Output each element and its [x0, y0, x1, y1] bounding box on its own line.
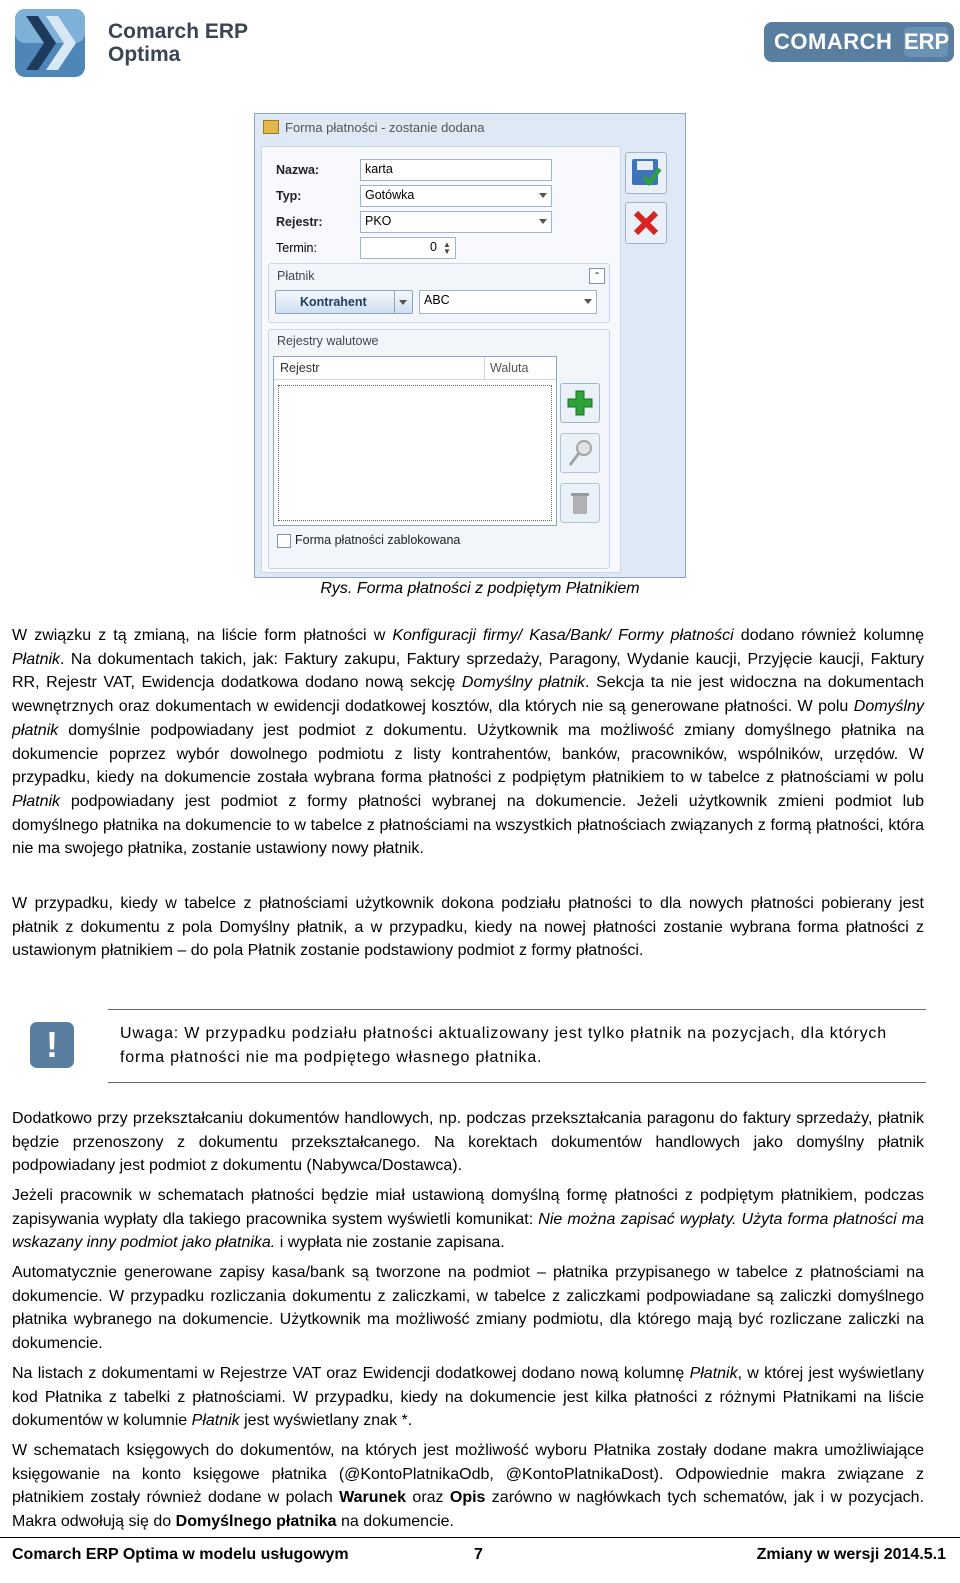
payer-section-title: Płatnik: [277, 269, 315, 283]
comarch-erp-optima-logo-icon: [14, 8, 86, 78]
split-divider: [394, 291, 395, 313]
figure-caption: Rys. Forma płatności z podpiętym Płatnikiem: [320, 580, 640, 597]
spinner-arrows-icon[interactable]: ▲ ▼: [443, 240, 451, 256]
add-button[interactable]: [560, 383, 600, 423]
payment-form-dialog: [254, 113, 686, 578]
note-text: Uwaga: W przypadku podziału płatności aktualizowany jest tylko płatnik na pozycjach, dla których forma płatności nie ma podpiętego własnego płatnika.: [120, 1025, 887, 1066]
paragraph-1: [12, 624, 924, 861]
paragraph-2: W przypadku, kiedy w tabelce z płatnościami użytkownik dokona podziału płatności to dla nowych płatności pobierany jest płatnik z dokumentu z pola Domyślny płatnik, a w przypadku, kiedy na nowej płatności zostanie wybrana forma płatności z ustawionym płatnikiem – do pola Płatnik zostanie podstawiony podmiot z formy płatności.: [12, 895, 924, 960]
payer-type-label: Kontrahent: [300, 295, 367, 309]
logo-main-text: COMARCH: [774, 29, 893, 54]
register-value: PKO: [365, 214, 392, 228]
p7-term-condition: Warunek: [339, 1489, 407, 1507]
blocked-label: Forma płatności zablokowana: [295, 533, 461, 547]
table-body: [278, 385, 552, 521]
registers-table: [273, 356, 557, 526]
register-label: Rejestr:: [276, 215, 323, 229]
payer-select[interactable]: [419, 290, 597, 314]
currency-registers-section: [268, 329, 610, 569]
p1-text: . Na dokumentach takich, jak: Faktury zakupu, Faktury sprzedaży, Paragony, Wydanie kaucji, Przyjęcie kaucji, Faktury RR, Rejestr VAT, Ewidencja dodatkowa dodano nową sekcję: [12, 650, 924, 692]
trash-icon: [561, 484, 599, 522]
p7-text: zarówno w nagłówkach tych schematów, jak i w pozycjach. Makra odwołują się do: [12, 1489, 925, 1531]
save-icon: [626, 153, 666, 193]
p1-text: domyślnie podpowiadany jest podmiot z dokumentu. Użytkownik ma możliwość zmiany domyślnego płatnika na dokumencie poprzez wybór dowolnego podmiotu z listy kontrahentów, banków, pracowników, wspólników, urzędów. W przypadku, kiedy na dokumencie została wybrana forma płatności z podpiętym płatnikiem to w tabelce z płatnościami w polu: [12, 721, 924, 787]
paragraph-4: [12, 1184, 924, 1255]
chevron-down-icon: [539, 193, 547, 198]
currency-section-title: Rejestry walutowe: [277, 334, 379, 348]
type-select[interactable]: [360, 185, 552, 207]
close-icon: [626, 203, 666, 243]
paragraph-3: Dodatkowo przy przekształcaniu dokumentów handlowych, np. podczas przekształcania paragonu do faktury sprzedaży, płatnik będzie przenoszony z dokumentu przekształcanego. Na korektach dokumentów handlowych jako domyślny płatnik podpowiadany jest podmiot z dokumentu (Nabywca/Dostawca).: [12, 1110, 924, 1175]
p1-term-platnik: Płatnik: [12, 650, 61, 668]
footer-version: Zmiany w wersji 2014.5.1: [756, 1546, 946, 1563]
note-top-rule: [108, 1009, 926, 1010]
p6-term-platnik: Płatnik: [191, 1412, 240, 1430]
p1-term-default-payer: Domyślny płatnik: [12, 698, 924, 739]
cancel-button[interactable]: [625, 202, 667, 244]
payer-section: [268, 263, 610, 323]
p7-text: W schematach księgowych do dokumentów, na których jest możliwość wyboru Płatnika zostały dodane makra umożliwiające księgowanie na konto księgowe płatnika (@KontoPlatnikaOdb, @KontoPlatnikaDost). Odpowiednie makra związane z płatnikiem zostały również dodane w polach: [12, 1442, 924, 1507]
p4-text: Jeżeli pracownik w schematach płatności będzie miał ustawioną domyślną formę płatności z podpiętym płatnikiem, podczas zapisywania wypłaty dla takiego pracownika system wyświetli komunikat:: [12, 1187, 924, 1228]
logo-tag-text: ERP: [904, 27, 948, 57]
type-label: Typ:: [276, 189, 302, 203]
p6-text: jest wyświetlany znak *.: [239, 1412, 413, 1430]
table-header-row: [274, 357, 556, 380]
dialog-title-text: Forma płatności - zostanie dodana: [285, 120, 485, 135]
p1-text: podpowiadany jest podmiot z formy płatności wybranej na dokumencie. Jeżeli użytkownik zmieni podmiot lub domyślnego płatnika na dokumencie to w tabelce z płatnościami na wszystkich płatnościach związanych z formą płatności, która nie ma swojego płatnika, zostanie ustawiony nowy płatnik.: [12, 792, 924, 858]
p4-text: i wypłata nie zostanie zapisana.: [275, 1234, 505, 1252]
brand-line-1: Comarch ERP: [108, 20, 249, 43]
p1-text: . Sekcja ta nie jest widoczna na dokumentach wewnętrznych oraz dokumentach w ewidencji dodatkowej kosztów, dla których nie są generowane płatności. W polu: [12, 674, 924, 716]
payer-value: ABC: [424, 293, 450, 307]
type-value: Gotówka: [365, 188, 415, 202]
paragraph-5: Automatycznie generowane zapisy kasa/bank są tworzone na podmiot – płatnika przypisanego w tabelce z płatnościami na dokumencie. W przypadku rozliczania dokumentu z zaliczkami, w tabelce z zaliczkami podpowiadane są zaliczki domyślnego płatnika wybranego na dokumencie. Użytkownik ma możliwość zmiany podmiotu, dla którego mają być rozliczane zaliczki na dokumencie.: [12, 1264, 924, 1353]
name-input[interactable]: karta: [360, 159, 552, 181]
p7-text: na dokumencie.: [336, 1513, 454, 1531]
column-divider: [484, 357, 485, 379]
edit-button[interactable]: [560, 433, 600, 473]
chevron-down-icon: [584, 299, 592, 304]
term-stepper[interactable]: [360, 237, 456, 259]
p1-term-platnik: Płatnik: [12, 792, 61, 810]
register-select[interactable]: [360, 211, 552, 233]
p7-term-description: Opis: [449, 1489, 486, 1507]
footer-rule: [0, 1537, 960, 1538]
p6-term-platnik: Płatnik: [689, 1365, 738, 1382]
column-header-register[interactable]: Rejestr: [280, 361, 320, 375]
note-bottom-rule: [108, 1082, 926, 1083]
term-label: Termin:: [276, 241, 317, 255]
p6-text: , w której jest wyświetlany kod Płatnika z tabelki z płatnościami. W przypadku, kiedy na dokumencie jest kilka płatności z różnymi Płatnikami na liście dokumentów w kolumnie: [12, 1365, 925, 1430]
chevron-down-icon: [399, 300, 407, 305]
brand-line-2: Optima: [108, 43, 181, 66]
footer-title: Comarch ERP Optima w modelu usługowym: [12, 1546, 349, 1563]
brand-name: [108, 20, 248, 66]
magnifier-icon: [561, 434, 599, 472]
payer-type-button[interactable]: [275, 290, 413, 314]
window-icon: [263, 120, 279, 134]
name-label: Nazwa:: [276, 163, 320, 177]
dialog-title: [263, 120, 484, 135]
page-number: 7: [474, 1546, 483, 1563]
paragraph-7: [12, 1439, 924, 1534]
p7-term-default-payer: Domyślnego płatnika: [175, 1513, 337, 1531]
p4-message: Nie można zapisać wypłaty. Użyta forma płatności ma wskazany inny podmiot jako płatnika.: [12, 1210, 924, 1252]
p1-term-default-payer: Domyślny płatnik: [461, 674, 586, 692]
p6-text: Na listach z dokumentami w Rejestrze VAT oraz Ewidencji dodatkowej dodano nową kolumnę: [12, 1365, 690, 1382]
term-value: 0: [430, 240, 437, 254]
comarch-erp-logo: [764, 22, 954, 62]
save-button[interactable]: [625, 152, 667, 194]
paragraph-6: [12, 1362, 924, 1433]
p1-text: W związku z tą zmianą, na liście form płatności w: [12, 627, 393, 644]
blocked-checkbox[interactable]: [277, 534, 291, 548]
delete-button[interactable]: [560, 483, 600, 523]
p1-text: dodano również kolumnę: [733, 627, 924, 644]
dialog-form-panel: [261, 146, 621, 573]
plus-icon: [561, 384, 599, 422]
chevron-down-icon: [539, 219, 547, 224]
column-header-currency[interactable]: Waluta: [490, 361, 529, 375]
p1-config-path: Konfiguracji firmy/ Kasa/Bank/ Formy płatności: [392, 627, 734, 644]
collapse-icon[interactable]: ⌃: [589, 268, 605, 284]
warning-icon: !: [30, 1022, 74, 1068]
p7-text: oraz: [406, 1489, 450, 1507]
